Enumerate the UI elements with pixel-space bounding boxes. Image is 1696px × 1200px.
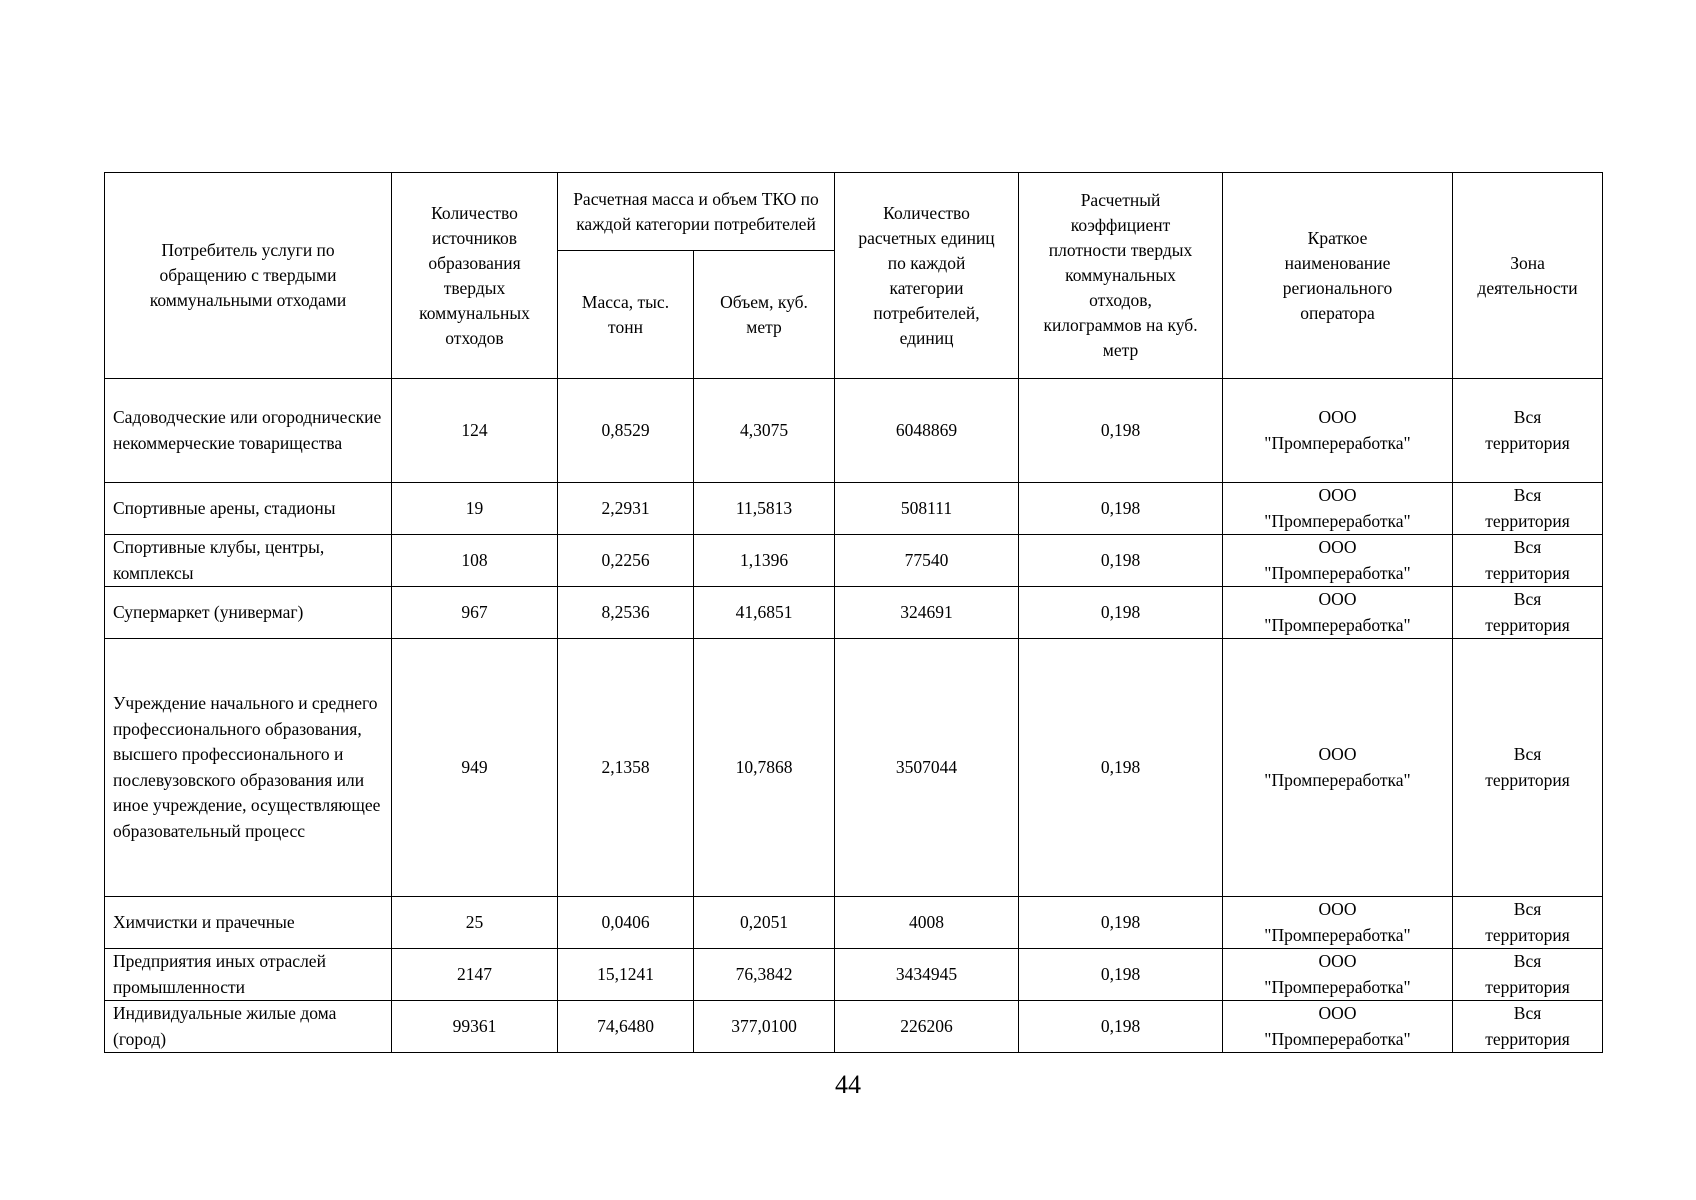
operator-name: "Промпереработка"	[1264, 924, 1411, 945]
operator-name: "Промпереработка"	[1264, 976, 1411, 997]
cell-units: 3507044	[835, 639, 1019, 897]
cell-consumer: Предприятия иных отраслей промышленности	[105, 949, 392, 1001]
operator-org-type: ООО	[1318, 485, 1357, 505]
table-row	[105, 483, 1603, 535]
operator-name: "Промпереработка"	[1264, 562, 1411, 583]
table-row	[105, 587, 1603, 639]
cell-volume: 10,7868	[694, 639, 835, 897]
cell-zone: Вся территория	[1453, 379, 1603, 483]
cell-units: 4008	[835, 897, 1019, 949]
cell-operator	[1223, 379, 1453, 483]
cell-sources: 949	[392, 639, 558, 897]
cell-sources: 25	[392, 897, 558, 949]
cell-operator	[1223, 483, 1453, 535]
header-operator: Краткое наименование регионального оператора	[1223, 173, 1453, 379]
cell-sources: 19	[392, 483, 558, 535]
cell-coefficient: 0,198	[1019, 483, 1223, 535]
table-row	[105, 949, 1603, 1001]
page-number: 44	[835, 1070, 861, 1099]
operator-org-type: ООО	[1318, 537, 1357, 557]
cell-operator	[1223, 897, 1453, 949]
cell-consumer: Спортивные клубы, центры, комплексы	[105, 535, 392, 587]
cell-consumer: Спортивные арены, стадионы	[105, 483, 392, 535]
table-body	[105, 379, 1603, 1053]
cell-operator	[1223, 535, 1453, 587]
table-row	[105, 1001, 1603, 1053]
cell-zone: Вся территория	[1453, 639, 1603, 897]
cell-operator	[1223, 587, 1453, 639]
header-consumer: Потребитель услуги по обращению с твердыми коммунальными отходами	[105, 173, 392, 379]
cell-mass: 8,2536	[558, 587, 694, 639]
cell-consumer: Садоводческие или огороднические некоммерческие товарищества	[105, 379, 392, 483]
cell-units: 226206	[835, 1001, 1019, 1053]
cell-units: 3434945	[835, 949, 1019, 1001]
cell-mass: 0,2256	[558, 535, 694, 587]
header-row-1	[105, 173, 1603, 251]
cell-sources: 99361	[392, 1001, 558, 1053]
cell-coefficient: 0,198	[1019, 639, 1223, 897]
cell-units: 6048869	[835, 379, 1019, 483]
operator-org-type: ООО	[1318, 899, 1357, 919]
header-zone: Зона деятельности	[1453, 173, 1603, 379]
cell-mass: 0,8529	[558, 379, 694, 483]
header-calc-group: Расчетная масса и объем ТКО по каждой категории потребителей	[558, 173, 835, 251]
cell-coefficient: 0,198	[1019, 379, 1223, 483]
operator-name: "Промпереработка"	[1264, 432, 1411, 453]
cell-mass: 2,2931	[558, 483, 694, 535]
operator-org-type: ООО	[1318, 407, 1357, 427]
cell-sources: 124	[392, 379, 558, 483]
cell-mass: 0,0406	[558, 897, 694, 949]
cell-coefficient: 0,198	[1019, 535, 1223, 587]
cell-volume: 0,2051	[694, 897, 835, 949]
header-sources: Количество источников образования твердых коммунальных отходов	[392, 173, 558, 379]
header-coefficient: Расчетный коэффициент плотности твердых коммунальных отходов, килограммов на куб. метр	[1019, 173, 1223, 379]
cell-zone: Вся территория	[1453, 483, 1603, 535]
operator-org-type: ООО	[1318, 1003, 1357, 1023]
cell-mass: 15,1241	[558, 949, 694, 1001]
cell-sources: 967	[392, 587, 558, 639]
cell-volume: 11,5813	[694, 483, 835, 535]
table-row	[105, 379, 1603, 483]
operator-name: "Промпереработка"	[1264, 769, 1411, 790]
cell-sources: 2147	[392, 949, 558, 1001]
header-volume: Объем, куб. метр	[694, 251, 835, 379]
header-units: Количество расчетных единиц по каждой категории потребителей, единиц	[835, 173, 1019, 379]
cell-mass: 2,1358	[558, 639, 694, 897]
waste-data-table	[104, 172, 1603, 1053]
cell-coefficient: 0,198	[1019, 949, 1223, 1001]
table-row	[105, 639, 1603, 897]
cell-operator	[1223, 639, 1453, 897]
cell-operator	[1223, 949, 1453, 1001]
operator-org-type: ООО	[1318, 589, 1357, 609]
operator-org-type: ООО	[1318, 951, 1357, 971]
cell-sources: 108	[392, 535, 558, 587]
cell-consumer: Индивидуальные жилые дома (город)	[105, 1001, 392, 1053]
operator-org-type: ООО	[1318, 744, 1357, 764]
cell-volume: 4,3075	[694, 379, 835, 483]
cell-consumer: Учреждение начального и среднего профессионального образования, высшего профессионального и послевузовского образования или иное учреждение, осуществляющее образовательный процесс	[105, 639, 392, 897]
cell-units: 77540	[835, 535, 1019, 587]
cell-zone: Вся территория	[1453, 535, 1603, 587]
table-row	[105, 535, 1603, 587]
cell-zone: Вся территория	[1453, 897, 1603, 949]
operator-name: "Промпереработка"	[1264, 510, 1411, 531]
cell-coefficient: 0,198	[1019, 1001, 1223, 1053]
header-mass: Масса, тыс. тонн	[558, 251, 694, 379]
table-row	[105, 897, 1603, 949]
cell-zone: Вся территория	[1453, 1001, 1603, 1053]
cell-coefficient: 0,198	[1019, 587, 1223, 639]
cell-consumer: Супермаркет (универмаг)	[105, 587, 392, 639]
cell-mass: 74,6480	[558, 1001, 694, 1053]
cell-coefficient: 0,198	[1019, 897, 1223, 949]
cell-volume: 1,1396	[694, 535, 835, 587]
cell-operator	[1223, 1001, 1453, 1053]
cell-consumer: Химчистки и прачечные	[105, 897, 392, 949]
cell-volume: 377,0100	[694, 1001, 835, 1053]
cell-units: 508111	[835, 483, 1019, 535]
cell-volume: 76,3842	[694, 949, 835, 1001]
cell-zone: Вся территория	[1453, 587, 1603, 639]
cell-units: 324691	[835, 587, 1019, 639]
operator-name: "Промпереработка"	[1264, 614, 1411, 635]
operator-name: "Промпереработка"	[1264, 1028, 1411, 1049]
cell-volume: 41,6851	[694, 587, 835, 639]
cell-zone: Вся территория	[1453, 949, 1603, 1001]
